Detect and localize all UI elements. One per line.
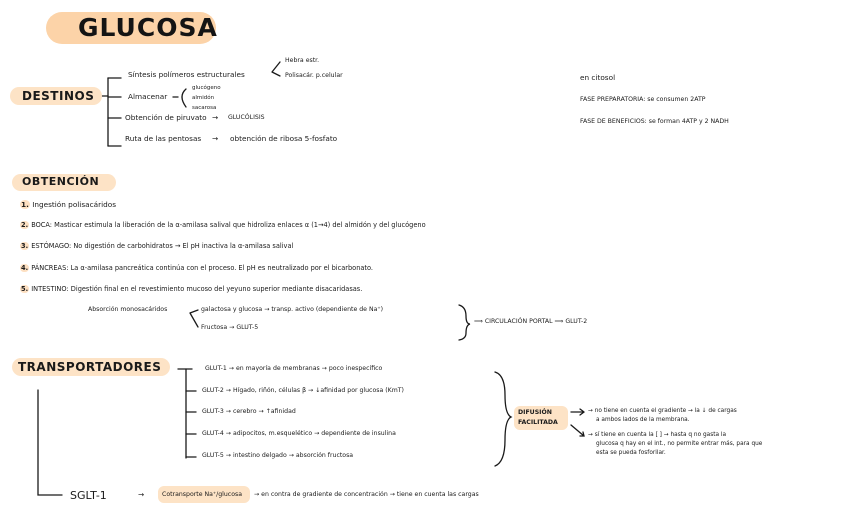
- obtencion-item-2: [20, 221, 426, 230]
- piruvato-text: Obtención de piruvato: [125, 113, 207, 122]
- difusion-line-1: DIFUSIÓN: [518, 409, 552, 416]
- circulacion-portal: ⟹ CIRCULACIÓN PORTAL ⟹ GLUT-2: [474, 318, 588, 325]
- ribosa-text: obtención de ribosa 5-fosfato: [230, 134, 338, 143]
- item-text: No digestión de carbohidratos → El pH inactiva la α-amilasa salival: [73, 242, 294, 250]
- destinos-heading: DESTINOS: [22, 89, 95, 103]
- glucolisis-text: GLUCÓLISIS: [228, 114, 265, 121]
- obtencion-heading: OBTENCIÓN: [22, 175, 100, 188]
- absorcion-2: Fructosa → GLUT-5: [201, 324, 259, 331]
- almacenar-text: Almacenar: [128, 92, 168, 101]
- difusion-note-1b: a ambos lados de la membrana.: [596, 417, 690, 423]
- pentosas-text: Ruta de las pentosas: [125, 134, 202, 143]
- sglt-arrow: →: [138, 490, 145, 499]
- glut-2: GLUT-2 → Hígado, riñón, células β → ↓afinidad por glucosa (KmT): [202, 387, 404, 394]
- item-text: Masticar estimula la liberación de la α-amilasa salival que hidroliza enlaces α (1→4) del almidón y del glucógeno: [54, 221, 426, 229]
- citosol-label: en citosol: [580, 73, 616, 82]
- obtencion-item-5: [20, 285, 362, 294]
- difusion-note-1a: → no tiene en cuenta el gradiente → la ↓ de cargas: [588, 408, 737, 414]
- item-number: 1.: [21, 200, 29, 209]
- sglt-description: → en contra de gradiente de concentración → tiene en cuenta las cargas: [254, 491, 479, 498]
- piruvato-arrow: →: [212, 113, 219, 122]
- item-label: ESTÓMAGO:: [31, 242, 72, 250]
- sglt-bracket: [38, 390, 62, 495]
- item-label: BOCA:: [31, 221, 53, 229]
- sglt-label: SGLT-1: [70, 489, 107, 502]
- obtencion-item-4: [20, 264, 373, 273]
- transportadores-heading: TRANSPORTADORES: [18, 360, 162, 374]
- glut-4: GLUT-4 → adipocitos, m.esquelético → dependiente de insulina: [202, 430, 396, 437]
- fase-beneficios: FASE DE BENEFICIOS: se forman 4ATP y 2 NADH: [580, 118, 729, 125]
- absorcion-text: Absorción monosacáridos: [88, 306, 168, 313]
- difusion-line-2: FACILITADA: [518, 419, 558, 426]
- glut-1: GLUT-1 → en mayoría de membranas → poco inespecífico: [205, 365, 383, 372]
- item-text: Digestión final en el revestimiento mucoso del yeyuno superior mediante disacaridasas.: [70, 285, 363, 293]
- difusion-note-2a: → sí tiene en cuenta la [ ] → hasta q no gasta la: [588, 432, 727, 438]
- pentosas-arrow: →: [212, 134, 219, 143]
- almacenar-sub-1: glucógeno: [192, 85, 221, 91]
- sintesis-sub-2: Polisacár. p.celular: [285, 72, 343, 79]
- obtencion-item-1: [20, 200, 116, 209]
- item-text: La α-amilasa pancreática continúa con el proceso. El pH es neutralizado por el bicarbonato.: [70, 264, 374, 272]
- sintesis-text: Síntesis polímeros estructurales: [128, 70, 245, 79]
- glut-3: GLUT-3 → cerebro → ↑afinidad: [202, 408, 296, 415]
- item-label: PÁNCREAS:: [31, 264, 69, 272]
- difusion-note-2b: glucosa q hay en el int., no permite entrar más, para que: [596, 441, 763, 447]
- cotransporte-text: Cotransporte Na⁺/glucosa: [162, 491, 243, 498]
- item-label: INTESTINO:: [31, 285, 69, 293]
- fase-preparatoria: FASE PREPARATORIA: se consumen 2ATP: [580, 96, 706, 103]
- absorcion-1: galactosa y glucosa → transp. activo (dependiente de Na⁺): [201, 306, 384, 313]
- page-title: GLUCOSA: [78, 13, 218, 42]
- item-number: 5.: [21, 285, 29, 293]
- difusion-note-2c: esta se pueda fosforilar.: [596, 450, 666, 456]
- sintesis-sub-1: Hebra estr.: [285, 57, 320, 64]
- glut-5: GLUT-5 → intestino delgado → absorción fructosa: [202, 452, 354, 459]
- item-number: 3.: [21, 242, 29, 250]
- item-number: 2.: [21, 221, 29, 229]
- almacenar-sub-3: sacarosa: [192, 105, 217, 111]
- item-text: Ingestión polisacáridos: [32, 200, 117, 209]
- obtencion-item-3: [20, 242, 293, 251]
- item-number: 4.: [21, 264, 29, 272]
- almacenar-sub-2: almidón: [192, 95, 215, 101]
